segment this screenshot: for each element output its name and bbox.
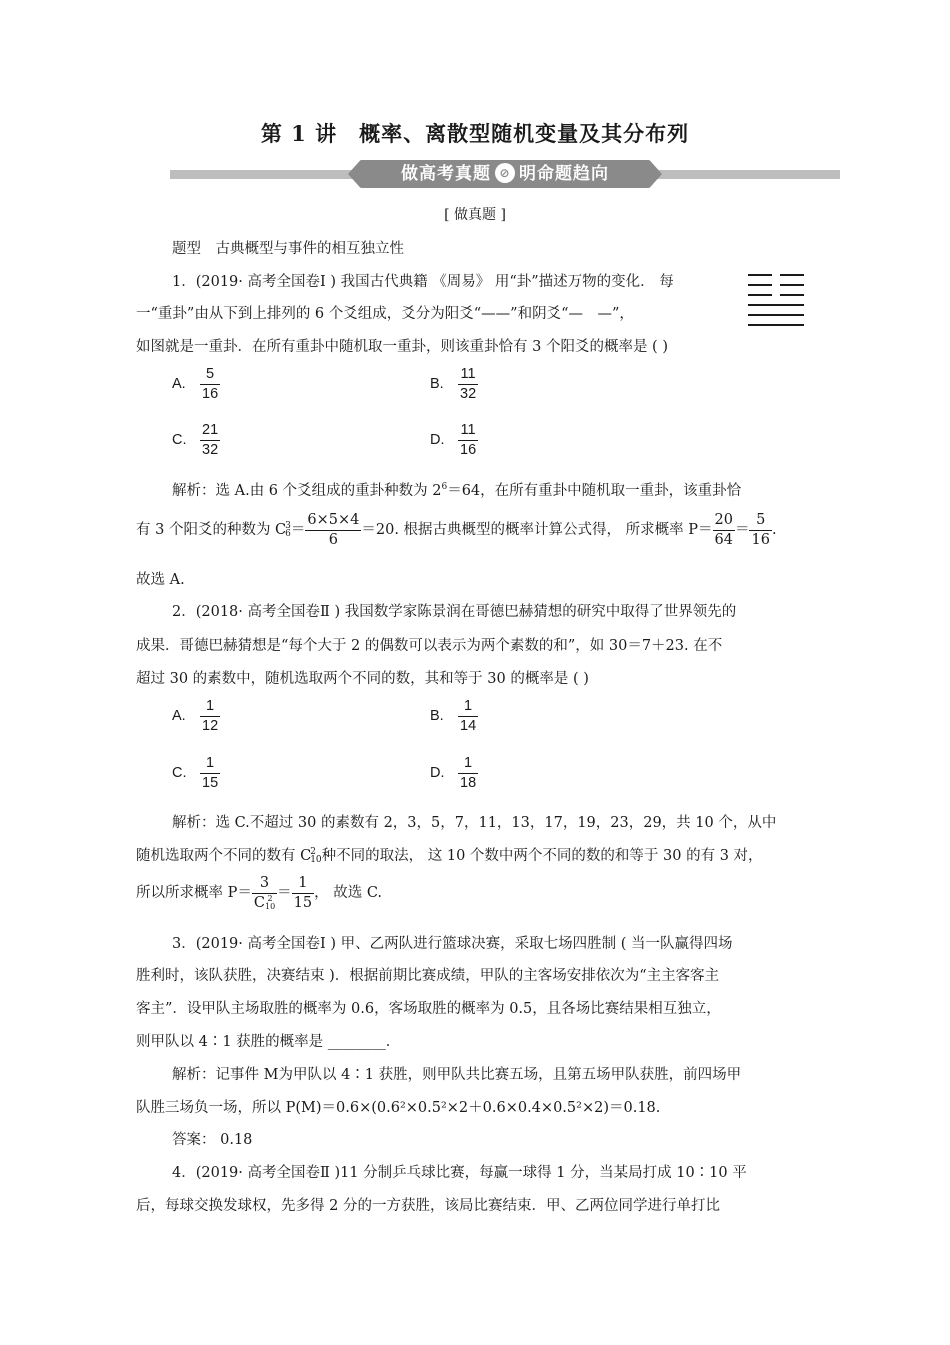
q3-solution-line-1: 解析：记事件 M为甲队以 4∶1 获胜，则甲队共比赛五场，且第五场甲队获胜，前四场甲 (172, 1067, 742, 1083)
q2-option-a: A. $\frac{1}{12}$ (172, 698, 219, 734)
q2-option-d: D. $\frac{1}{18}$ (430, 755, 477, 791)
section-banner (170, 160, 840, 188)
q1-option-a: A. $\frac{5}{16}$ (172, 366, 219, 402)
section-tag: [ 做真题 ] (444, 207, 506, 223)
q2-option-b: B. $\frac{1}{14}$ (430, 698, 477, 734)
q2-solution-line-1: 解析：选 C.不超过 30 的素数有 2，3，5，7，11，13，17，19，23，29，共 10 个，从中 (172, 815, 777, 831)
q1-solution-line-1: 解析：选 A.由 6 个爻组成的重卦种数为 $2^6=64$，在所有重卦中随机取一重卦，该重卦恰 (172, 482, 742, 499)
q3-line-3: 客主”．设甲队主场取胜的概率为 0.6，客场取胜的概率为 0.5，且各场比赛结果相互独立， (136, 1001, 721, 1017)
banner-circle-icon: ⊘ (495, 163, 515, 183)
q1-option-c: C. $\frac{21}{32}$ (172, 422, 219, 458)
banner-bar-left (170, 170, 365, 179)
q4-line-2: 后，每球交换发球权，先多得 2 分的一方获胜，该局比赛结束．甲、乙两位同学进行单打比 (136, 1198, 720, 1214)
q4-line-1: 4．(2019· 高考全国卷Ⅱ )11 分制乒乓球比赛，每赢一球得 1 分，当某局打成 10∶10 平 (172, 1165, 747, 1181)
q2-option-c: C. $\frac{1}{15}$ (172, 755, 219, 791)
q2-line-3: 超过 30 的素数中，随机选取两个不同的数，其和等于 30 的概率是 ( ) (136, 671, 589, 687)
q3-line-4: 则甲队以 4∶1 获胜的概率是 ________． (136, 1034, 401, 1050)
q1-solution-line-3: 故选 A. (136, 572, 185, 588)
q3-answer: 答案： 0.18 (172, 1132, 253, 1148)
topic-heading: 题型 古典概型与事件的相互独立性 (172, 241, 404, 257)
banner-left-text: 做高考真题 (401, 164, 491, 184)
q3-line-1: 3．(2019· 高考全国卷Ⅰ ) 甲、乙两队进行篮球决赛，采取七场四胜制 ( 当一队赢得四场 (172, 936, 733, 952)
q2-solution-line-3: 所以所求概率 P＝ 3 C 2 10 ＝ $\frac{1}{15}$ ， 故选 C. (136, 875, 383, 911)
q3-solution-line-2: 队胜三场负一场，所以 P(M)＝0.6×(0.6²×0.5²×2＋0.6×0.4×0.5²×2)＝0.18. (136, 1100, 661, 1116)
q1-option-b: B. $\frac{11}{32}$ (430, 366, 477, 402)
q1-line-2: 一“重卦”由从下到上排列的 6 个爻组成，爻分为阳爻“——”和阴爻“— —”， (136, 306, 634, 322)
page-title: 第 1 讲 概率、离散型随机变量及其分布列 (260, 121, 690, 146)
q2-line-1: 2．(2018· 高考全国卷Ⅱ ) 我国数学家陈景润在哥德巴赫猜想的研究中取得了世界领先的 (172, 604, 737, 620)
q1-line-3: 如图就是一重卦．在所有重卦中随机取一重卦，则该重卦恰有 3 个阳爻的概率是 ( ) (136, 339, 668, 355)
q3-line-2: 胜利时，该队获胜，决赛结束 )．根据前期比赛成绩，甲队的主客场安排依次为“主主客客主 (136, 968, 720, 984)
banner-right-text: 明命题趋向 (519, 164, 609, 184)
hexagram-figure (748, 270, 804, 328)
q2-solution-line-2: 随机选取两个不同的数有 C 2 10 种不同的取法， 这 10 个数中两个不同的数的和等于 30 的有 3 对， (136, 846, 763, 865)
q1-option-d: D. $\frac{11}{16}$ (430, 422, 477, 458)
q1-line-1: 1．(2019· 高考全国卷Ⅰ ) 我国古代典籍 《周易》 用“卦”描述万物的变化． 每 (172, 274, 674, 290)
q1-solution-line-2: 有 3 个阳爻的种数为 C 3 6 ＝ $\frac{6\times 5\times 4}{6}$ ＝20. 根据古典概型的概率计算公式得， 所求概率 P＝ $\frac{20}{64}$ ＝ $\frac{5}{16}$ . (136, 512, 777, 548)
q2-line-2: 成果．哥德巴赫猜想是“每个大于 2 的偶数可以表示为两个素数的和”，如 30＝7＋23. 在不 (136, 638, 723, 654)
banner-bar-right (645, 170, 840, 179)
